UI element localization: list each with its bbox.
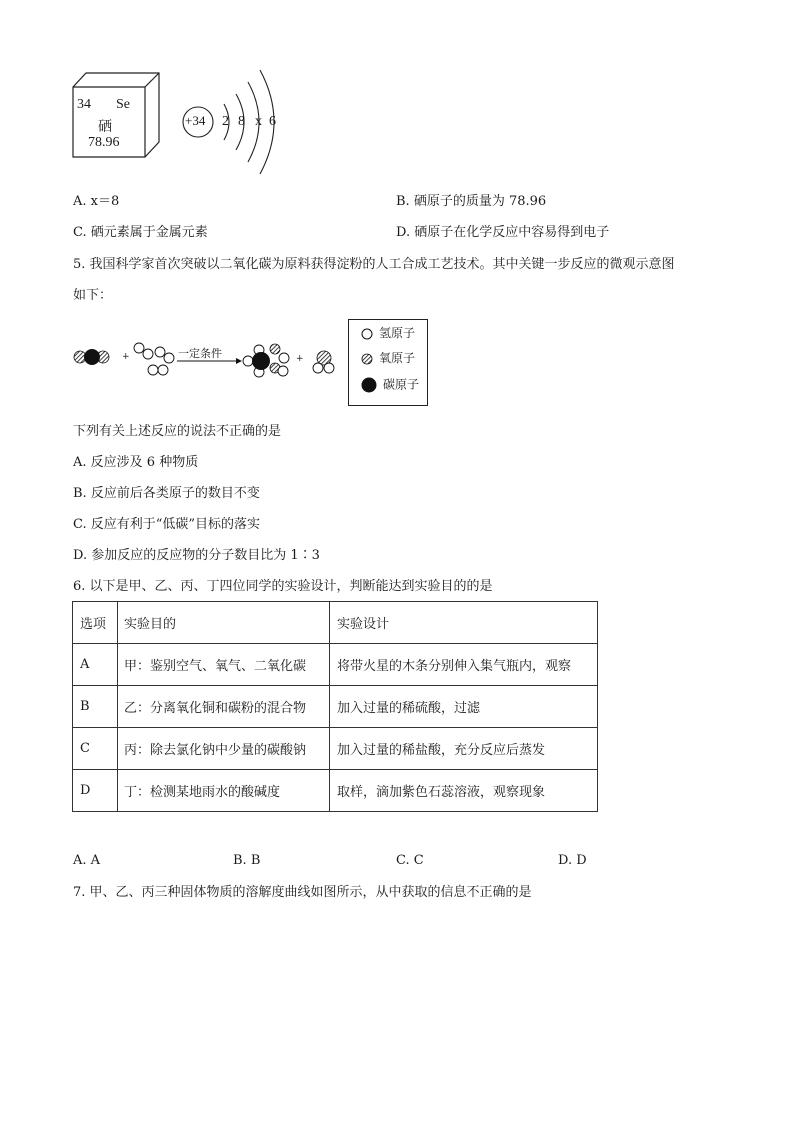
q4-option-a: A. x＝8 — [73, 194, 120, 209]
plus-sign-left: + — [122, 352, 130, 362]
element-mass: 78.96 — [88, 135, 120, 150]
reaction-condition: 一定条件 — [178, 347, 222, 360]
co2-molecule — [74, 349, 109, 365]
water-molecule — [313, 351, 334, 373]
header-purpose: 实验目的 — [118, 602, 330, 644]
q4-option-d: D. 硒原子在化学反应中容易得到电子 — [396, 225, 610, 240]
experiment-design-table — [72, 601, 598, 812]
q4-option-c: C. 硒元素属于金属元素 — [73, 225, 208, 240]
row-design: 加入过量的稀盐酸，充分反应后蒸发 — [330, 728, 598, 770]
q5-option-d: D. 参加反应的反应物的分子数目比为 1∶3 — [73, 548, 320, 563]
shell-1-count: 2 — [222, 114, 229, 129]
row-purpose: 丁：检测某地雨水的酸碱度 — [118, 770, 330, 812]
q5-stem-line1: 5. 我国科学家首次突破以二氧化碳为原料获得淀粉的人工合成工艺技术。其中关键一步反应的微观示意图 — [73, 257, 675, 272]
h2-molecules — [134, 343, 174, 375]
element-number: 34 — [77, 97, 91, 112]
q5-option-a: A. 反应涉及 6 种物质 — [73, 455, 199, 470]
atom-legend — [348, 319, 428, 406]
table-row — [73, 686, 598, 728]
row-label: D — [73, 770, 118, 812]
atom-structure-diagram — [178, 66, 288, 178]
row-purpose: 甲：鉴别空气、氧气、二氧化碳 — [118, 644, 330, 686]
legend-oxygen-label: 氧原子 — [379, 351, 416, 365]
q6-answer-d: D. D — [558, 853, 587, 868]
row-purpose: 丙：除去氯化钠中少量的碳酸钠 — [118, 728, 330, 770]
table-row — [73, 728, 598, 770]
legend-hydrogen — [361, 326, 415, 340]
q6-stem: 6. 以下是甲、乙、丙、丁四位同学的实验设计，判断能达到实验目的的是 — [73, 579, 493, 594]
q5-option-b: B. 反应前后各类原子的数目不变 — [73, 486, 260, 501]
table-header-row — [73, 602, 598, 644]
table-row — [73, 644, 598, 686]
legend-carbon-label: 碳原子 — [383, 377, 420, 392]
row-design: 加入过量的稀硫酸，过滤 — [330, 686, 598, 728]
oxygen-atom-icon — [361, 353, 373, 365]
nucleus-charge: +34 — [185, 113, 206, 128]
element-name: 硒 — [98, 120, 112, 135]
q4-option-b: B. 硒原子的质量为 78.96 — [396, 194, 547, 209]
row-design: 取样，滴加紫色石蕊溶液，观察现象 — [330, 770, 598, 812]
carbon-atom-icon — [361, 377, 377, 393]
q7-stem: 7. 甲、乙、丙三种固体物质的溶解度曲线如图所示，从中获取的信息不正确的是 — [73, 885, 532, 900]
hydrogen-atom-icon — [361, 328, 373, 340]
q5-option-c: C. 反应有利于“低碳”目标的落实 — [73, 517, 261, 532]
legend-oxygen — [361, 351, 415, 365]
q6-answer-a: A. A — [73, 853, 101, 868]
shell-3-count: x — [255, 114, 262, 129]
header-design: 实验设计 — [330, 602, 598, 644]
row-label: C — [73, 728, 118, 770]
plus-sign-right: + — [296, 354, 304, 364]
header-option: 选项 — [73, 602, 118, 644]
legend-hydrogen-label: 氢原子 — [379, 326, 416, 340]
element-symbol: Se — [116, 97, 130, 112]
shell-2-count: 8 — [238, 114, 245, 129]
row-label: A — [73, 644, 118, 686]
row-purpose: 乙：分离氧化铜和碳粉的混合物 — [118, 686, 330, 728]
legend-carbon — [361, 377, 419, 393]
row-design: 将带火星的木条分别伸入集气瓶内，观察 — [330, 644, 598, 686]
table-row — [73, 770, 598, 812]
q6-answer-c: C. C — [396, 853, 424, 868]
shell-4-count: 6 — [269, 114, 276, 129]
element-card — [72, 72, 160, 158]
q5-prompt: 下列有关上述反应的说法不正确的是 — [73, 424, 282, 439]
q6-answer-b: B. B — [233, 853, 261, 868]
row-label: B — [73, 686, 118, 728]
q5-stem-line2: 如下： — [73, 288, 113, 303]
methanol-molecule — [243, 344, 289, 377]
